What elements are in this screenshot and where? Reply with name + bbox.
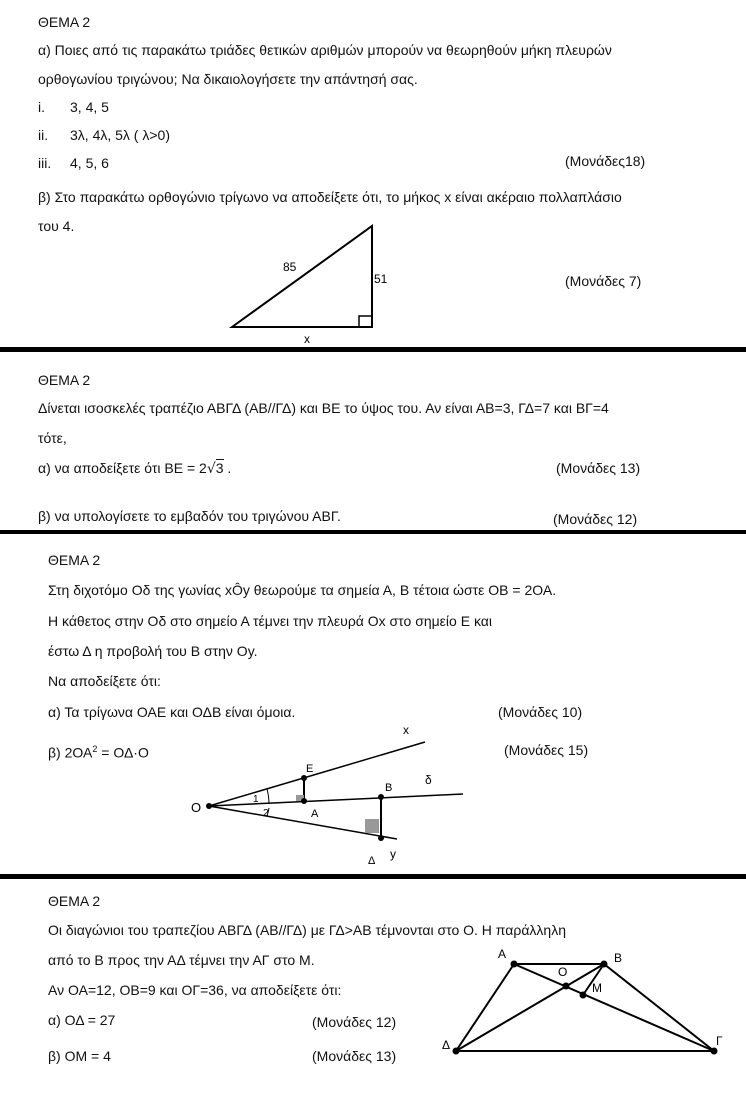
base-label: x xyxy=(304,332,310,346)
s1-item-i-value: 3, 4, 5 xyxy=(70,99,109,115)
s1-item-ii-number: ii. xyxy=(38,127,49,143)
section2-title: ΘΕΜΑ 2 xyxy=(38,372,91,388)
s3-question-b xyxy=(48,740,149,762)
label-angle-2: 2 xyxy=(263,808,269,819)
right-triangle-figure xyxy=(220,220,390,348)
section4-title: ΘΕΜΑ 2 xyxy=(48,893,101,909)
label-y: y xyxy=(390,847,396,861)
s1-question-a-line1: α) Ποιες από τις παρακάτω τριάδες θετικών αριθμών μπορούν να θεωρηθούν μήκη πλευρών xyxy=(38,42,612,58)
point-o xyxy=(206,803,212,809)
label-o: Ο xyxy=(558,965,568,979)
point-o xyxy=(563,983,570,990)
s3-question-b-sup: 2 xyxy=(92,744,98,754)
right-angle-mark-delta xyxy=(365,819,379,833)
label-delta: Δ xyxy=(442,1038,451,1052)
s2-points-a: (Μονάδες 13) xyxy=(556,460,641,476)
s2-points-b: (Μονάδες 12) xyxy=(553,511,638,527)
sqrt-icon: √ xyxy=(206,461,216,477)
point-m xyxy=(580,992,587,999)
s1-item-ii-value: 3λ, 4λ, 5λ ( λ>0) xyxy=(70,127,170,143)
label-a: Α xyxy=(498,947,507,961)
point-delta xyxy=(453,1048,460,1055)
label-b: Β xyxy=(614,951,623,965)
s3-statement-line1: Στη διχοτόμο Οδ της γωνίας xÔy θεωρούμε τα σημεία Α, Β τέτοια ώστε ΟΒ = 2ΟΑ. xyxy=(48,582,557,598)
label-e: E xyxy=(306,763,314,775)
s2-statement-line2: τότε, xyxy=(38,430,67,446)
s4-points-a: (Μονάδες 12) xyxy=(312,1014,397,1030)
s1-item-iii-number: iii. xyxy=(38,155,52,171)
s2-question-a-text: α) να αποδείξετε ότι ΒΕ = 2 xyxy=(38,460,207,476)
point-b xyxy=(378,794,384,800)
label-a: A xyxy=(311,808,319,820)
label-delta-point: Δ xyxy=(368,855,376,867)
trapezoid-figure xyxy=(432,940,732,1062)
s4-statement-line1: Οι διαγώνιοι του τραπεζίου ΑΒΓΔ (ΑΒ//ΓΔ) με ΓΔ>ΑΒ τέμνονται στο Ο. Η παράλληλη xyxy=(48,922,566,938)
point-b xyxy=(601,961,608,968)
s3-statement-line4: Να αποδείξετε ότι: xyxy=(48,673,161,689)
s3-question-a: α) Τα τρίγωνα ΟΑΕ και ΟΔΒ είναι όμοια. xyxy=(48,704,296,720)
divider-2 xyxy=(0,530,746,534)
point-a xyxy=(511,961,518,968)
point-a xyxy=(301,798,307,804)
s2-statement-line1: Δίνεται ισοσκελές τραπέζιο ΑΒΓΔ (ΑΒ//ΓΔ) και ΒΕ το ύψος του. Αν είναι ΑΒ=3, ΓΔ=7 και ΒΓ=4 xyxy=(38,400,609,416)
divider-3 xyxy=(0,874,746,879)
s1-question-a-line2: ορθογωνίου τριγώνου; Να δικαιολογήσετε την απάντησή σας. xyxy=(38,71,418,87)
s1-points-b: (Μονάδες 7) xyxy=(565,273,642,289)
s4-question-b: β) ΟΜ = 4 xyxy=(48,1048,111,1064)
s2-question-a-root: 3 xyxy=(215,460,224,476)
label-o: O xyxy=(191,800,202,815)
s2-question-a xyxy=(38,459,231,478)
label-delta-ray: δ xyxy=(425,773,432,787)
s3-statement-line2: Η κάθετος στην Οδ στο σημείο Α τέμνει την πλευρά Οx στο σημείο Ε και xyxy=(48,613,492,629)
s1-points-a: (Μονάδες18) xyxy=(565,153,646,169)
s3-points-b: (Μονάδες 15) xyxy=(504,742,589,758)
s3-points-a: (Μονάδες 10) xyxy=(498,704,583,720)
s1-item-i-number: i. xyxy=(38,99,45,115)
s4-points-b: (Μονάδες 13) xyxy=(312,1048,397,1064)
hypotenuse-label: 85 xyxy=(283,260,297,274)
s4-statement-line2: από το Β προς την ΑΔ τέμνει την ΑΓ στο Μ. xyxy=(48,952,315,968)
point-gamma xyxy=(711,1048,718,1055)
label-angle-1: 1 xyxy=(253,794,259,805)
section3-title: ΘΕΜΑ 2 xyxy=(48,552,101,568)
section1-title: ΘΕΜΑ 2 xyxy=(38,14,91,30)
angle-bisector-figure xyxy=(185,718,475,870)
divider-1 xyxy=(0,347,746,352)
s2-question-b: β) να υπολογίσετε το εμβαδόν του τριγώνου ΑΒΓ. xyxy=(38,508,341,524)
s4-statement-line3: Αν ΟΑ=12, ΟΒ=9 και ΟΓ=36, να αποδείξετε ότι: xyxy=(48,982,342,998)
s2-question-a-end: . xyxy=(223,460,232,476)
s3-question-b-pre: β) 2ΟΑ xyxy=(48,744,93,761)
label-gamma: Γ xyxy=(716,1034,723,1048)
leg-label: 51 xyxy=(374,272,388,286)
label-x: x xyxy=(403,723,409,737)
label-m: Μ xyxy=(592,981,602,995)
s3-statement-line3: έστω Δ η προβολή του Β στην Οy. xyxy=(48,643,258,659)
label-b: B xyxy=(385,782,393,794)
s3-question-b-post: = ΟΔ·Ο xyxy=(97,744,149,761)
s1-question-b-line2: του 4. xyxy=(38,218,75,234)
point-delta xyxy=(378,835,384,841)
s1-item-iii-value: 4, 5, 6 xyxy=(70,155,109,171)
s4-question-a: α) ΟΔ = 27 xyxy=(48,1012,116,1028)
s1-question-b-line1: β) Στο παρακάτω ορθογώνιο τρίγωνο να αποδείξετε ότι, το μήκος x είναι ακέραιο πολλαπλάσιο xyxy=(38,189,622,205)
point-e xyxy=(301,775,307,781)
